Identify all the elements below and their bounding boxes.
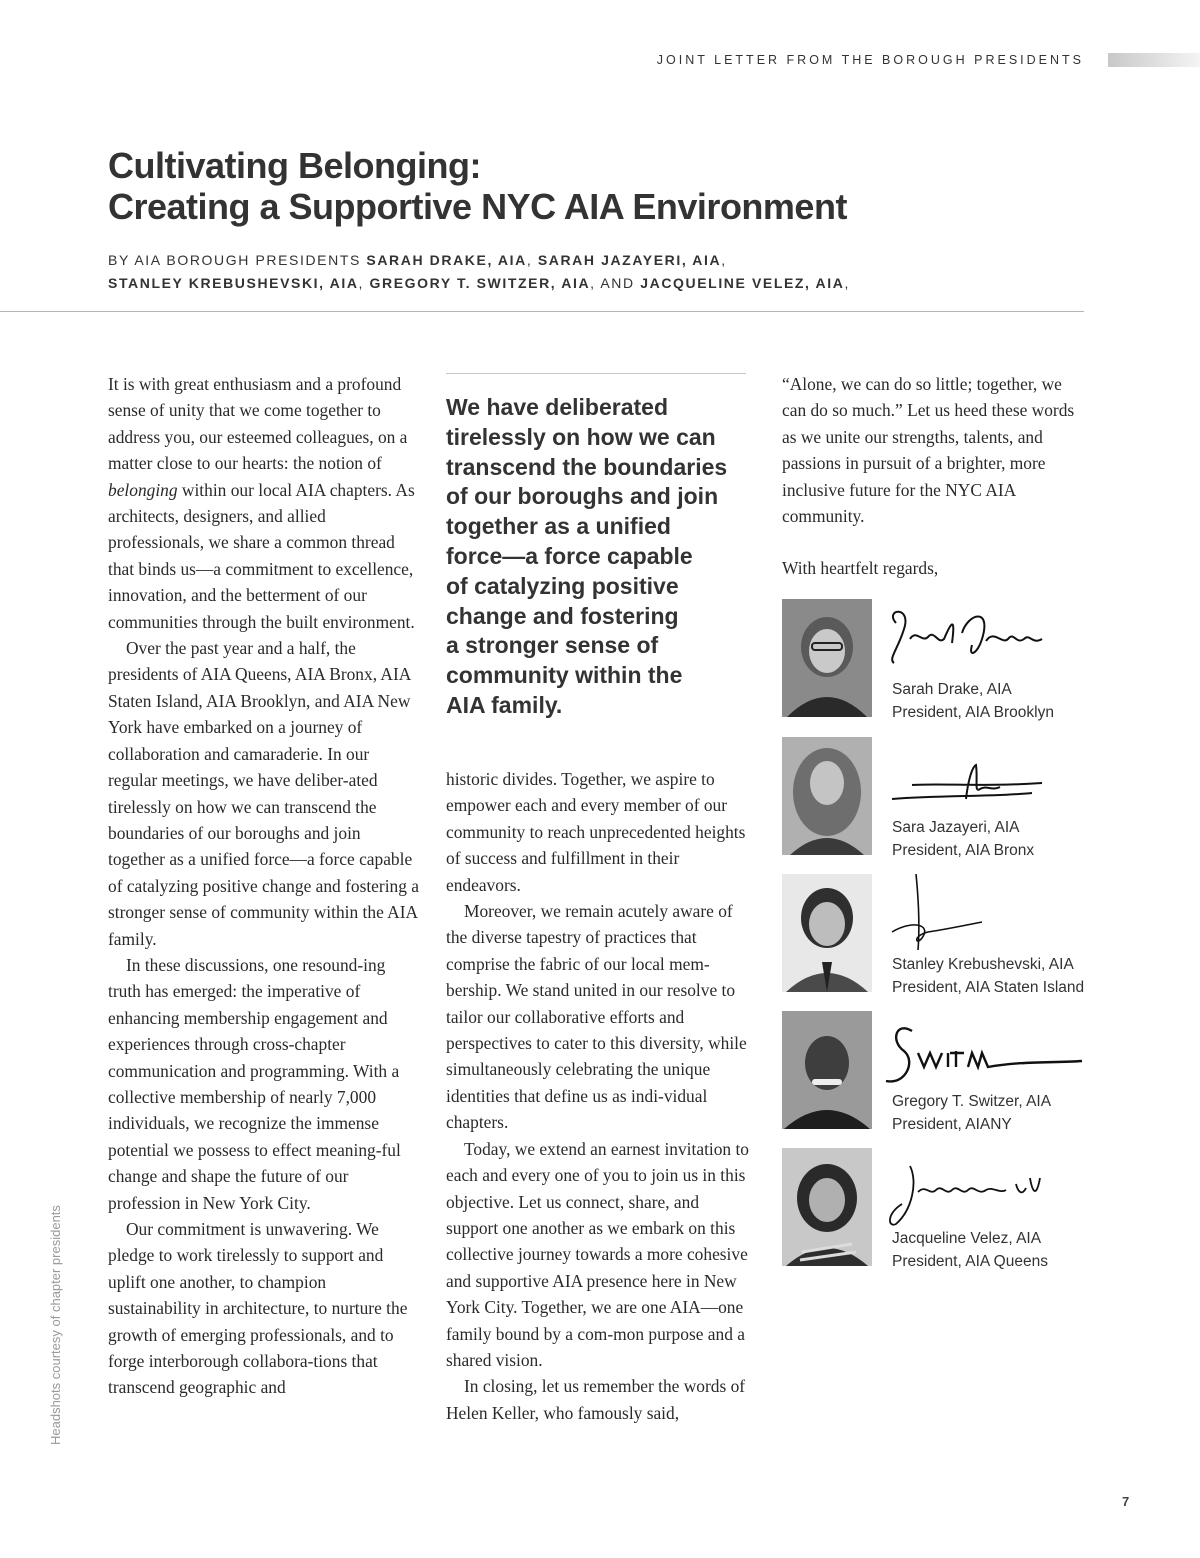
photo-credit: Headshots courtesy of chapter presidents <box>48 1205 63 1445</box>
running-head: JOINT LETTER FROM THE BOROUGH PRESIDENTS <box>656 53 1084 67</box>
signature-jazayeri <box>882 737 1092 817</box>
headshot-photo <box>782 737 872 855</box>
pull-quote-line: of our boroughs and join <box>446 483 719 510</box>
pull-quote-line: change and fostering <box>446 602 679 629</box>
signature-block-switzer <box>782 1011 1142 1131</box>
signature-krebushevski <box>882 874 1092 954</box>
signature-block-velez <box>782 1148 1142 1268</box>
byline-separator: , <box>526 252 538 268</box>
signatory-name: Sara Jazayeri, AIA <box>892 819 1020 836</box>
pull-quote-rule <box>446 373 746 374</box>
page-title <box>108 145 1108 227</box>
paragraph: In closing, let us remember the words of Helen Keller, who famously said, <box>446 1376 746 1423</box>
header-divider <box>0 311 1084 312</box>
pull-quote-line: force—a force capable <box>446 542 693 569</box>
title-line-1: Cultivating Belonging: <box>108 145 481 186</box>
byline-author-4: GREGORY T. SWITZER, AIA <box>369 275 591 291</box>
signatory-role: President, AIANY <box>892 1116 1012 1133</box>
signature-block-drake <box>782 599 1142 719</box>
byline-separator: , AND <box>590 275 641 291</box>
helen-keller-quote: “Alone, we can do so little; together, we can do so much.” Let us heed these words as we unite our strengths, talents, and passions in pursuit of a brighter, more inclusive future for the NYC AIA community. <box>782 374 1075 527</box>
signature-switzer <box>882 1011 1092 1091</box>
closing-regards: With heartfelt regards, <box>782 558 939 579</box>
emphasis-belonging: belonging <box>108 479 178 500</box>
title-line-2: Creating a Supportive NYC AIA Environment <box>108 186 847 227</box>
byline-author-5: JACQUELINE VELEZ, AIA <box>640 275 845 291</box>
pull-quote-line: tirelessly on how we can <box>446 423 716 450</box>
signatory-role: President, AIA Staten Island <box>892 979 1085 996</box>
signatory-name: Sarah Drake, AIA <box>892 681 1012 698</box>
pull-quote-line: of catalyzing positive <box>446 572 679 599</box>
pull-quote-line: a stronger sense of <box>446 632 659 659</box>
headshot-photo <box>782 874 872 992</box>
paragraph: Our commitment is unwavering. We pledge to work tirelessly to support and uplift one another, to champion sustainability in architecture, to nurture the growth of emerging professionals, and to forge interborough collabora-tions that transcend geographic and <box>108 1219 408 1398</box>
page-number: 7 <box>1122 1494 1130 1509</box>
pull-quote-line: AIA family. <box>446 691 563 718</box>
signatory-role: President, AIA Queens <box>892 1253 1048 1270</box>
pull-quote-line: together as a unified <box>446 513 671 540</box>
headshot-photo <box>782 1011 872 1129</box>
byline <box>108 249 1108 295</box>
signatory-name: Gregory T. Switzer, AIA <box>892 1093 1052 1110</box>
signatory-role: President, AIA Brooklyn <box>892 704 1054 721</box>
signature-block-krebushevski <box>782 874 1142 994</box>
byline-separator: , <box>358 275 370 291</box>
signatory-name: Stanley Krebushevski, AIA <box>892 956 1074 973</box>
signature-drake <box>882 599 1092 679</box>
paragraph: Moreover, we remain acutely aware of the diverse tapestry of practices that comprise the fabric of our local mem-bership. We stand united in our resolve to tailor our collaborative efforts and perspectives to cater to this diversity, while simultaneously celebrating the unique identities that define us as indi-vidual chapters. <box>446 901 747 1133</box>
paragraph-text: within our local AIA chapters. As architects, designers, and allied professionals, we share a common thread that binds us—a commitment to excellence, innovation, and the betterment of our communities through the built environment. <box>108 479 415 632</box>
header-accent-bar <box>1108 53 1200 67</box>
headshot-photo <box>782 599 872 717</box>
paragraph: Over the past year and a half, the presidents of AIA Queens, AIA Bronx, AIA Staten Island, AIA Brooklyn, and AIA New York have embarked on a journey of collaboration and camaraderie. In our regular meetings, we have deliber-ated tirelessly on how we can transcend the boundaries of our boroughs and join together as a unified force—a force capable of catalyzing positive change and fostering a stronger sense of community within the AIA family. <box>108 638 419 949</box>
signature-velez <box>882 1148 1092 1228</box>
signatory-role: President, AIA Bronx <box>892 842 1035 859</box>
body-column-2 <box>446 766 754 1426</box>
paragraph: In these discussions, one resound-ing truth has emerged: the imperative of enhancing membership engagement and experiences through cross-chapter communication and programming. With a collective membership of nearly 7,000 individuals, we recognize the immense potential we possess to effect meaning-ful change and shape the future of our profession in New York City. <box>108 954 401 1213</box>
body-column-3 <box>782 371 1082 582</box>
pull-quote-line: transcend the boundaries <box>446 453 728 480</box>
signature-block-jazayeri <box>782 737 1142 857</box>
paragraph-text: It is with great enthusiasm and a profound sense of unity that we come together to address you, our esteemed colleagues, on a matter close to our hearts: the notion of <box>108 374 408 474</box>
byline-prefix: BY AIA BOROUGH PRESIDENTS <box>108 252 367 268</box>
signatory-name: Jacqueline Velez, AIA <box>892 1230 1042 1247</box>
body-column-1 <box>108 371 420 1401</box>
paragraph: Today, we extend an earnest invitation to each and every one of you to join us in this objective. Let us connect, share, and support one another as we embark on this collective journey towards a more cohesive and supportive AIA presence here in New York City. Together, we are one AIA—one family bound by a com-mon purpose and a shared vision. <box>446 1138 749 1370</box>
headshot-photo <box>782 1148 872 1266</box>
byline-author-2: SARAH JAZAYERI, AIA <box>537 252 722 268</box>
byline-separator: , <box>721 252 727 268</box>
paragraph: historic divides. Together, we aspire to empower each and every member of our community to reach unprecedented heights of success and fulfillment in their endeavors. <box>446 769 746 895</box>
byline-separator: , <box>844 275 850 291</box>
pull-quote <box>446 393 756 721</box>
pull-quote-line: community within the <box>446 662 683 689</box>
byline-author-1: SARAH DRAKE, AIA <box>366 252 527 268</box>
paragraph <box>108 371 420 635</box>
byline-author-3: STANLEY KREBUSHEVSKI, AIA <box>108 275 359 291</box>
pull-quote-line: We have deliberated <box>446 394 668 420</box>
